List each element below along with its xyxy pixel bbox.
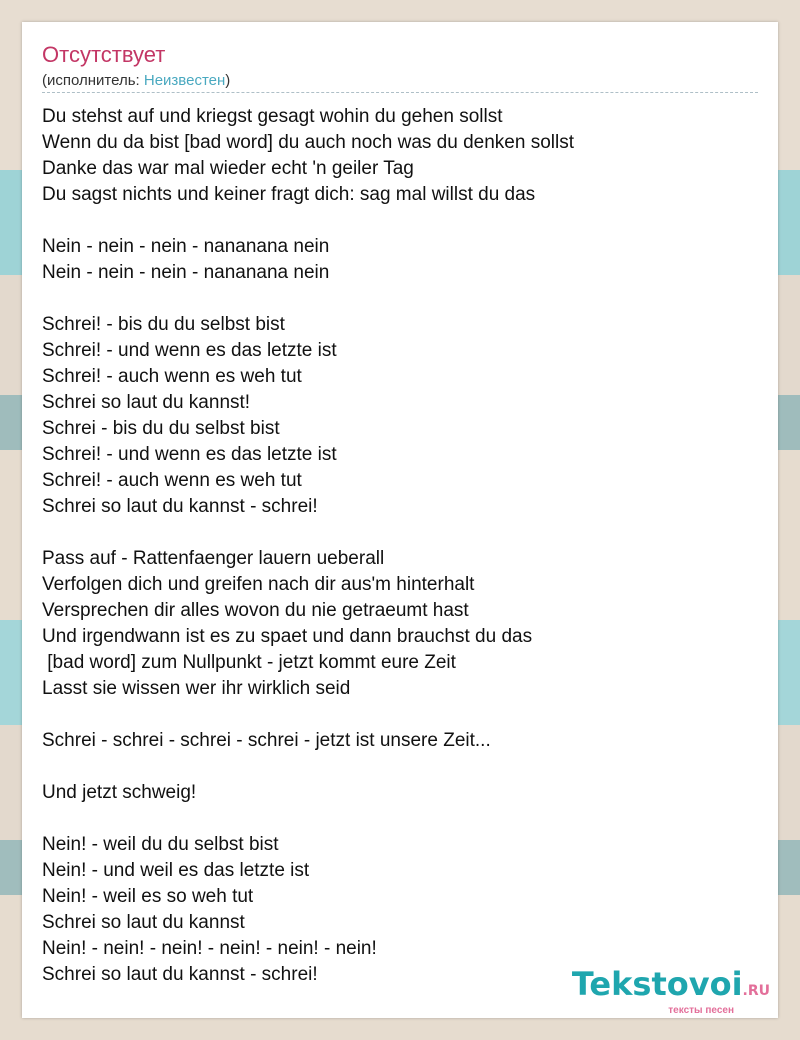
lyric-line: Danke das war mal wieder echt 'n geiler Tag bbox=[42, 158, 414, 179]
site-logo[interactable] bbox=[572, 966, 770, 1016]
lyric-line: Und irgendwann ist es zu spaet und dann brauchst du das bbox=[42, 626, 533, 647]
lyric-line: Nein! - und weil es das letzte ist bbox=[42, 860, 310, 881]
lyric-line: Schrei so laut du kannst! bbox=[42, 392, 251, 413]
logo-name: Tekstovoi bbox=[571, 965, 743, 1003]
song-title: Отсутствует bbox=[42, 42, 166, 67]
lyrics-stanza bbox=[42, 728, 742, 754]
header-divider bbox=[42, 92, 758, 93]
lyric-line: Schrei - schrei - schrei - schrei - jetzt ist unsere Zeit... bbox=[42, 730, 491, 751]
lyric-line: Schrei so laut du kannst - schrei! bbox=[42, 496, 318, 517]
lyric-line: Wenn du da bist [bad word] du auch noch was du denken sollst bbox=[42, 132, 574, 153]
lyric-line: Du stehst auf und kriegst gesagt wohin du gehen sollst bbox=[42, 106, 503, 127]
lyric-line: Versprechen dir alles wovon du nie getraeumt hast bbox=[42, 600, 469, 621]
lyric-line: Schrei! - und wenn es das letzte ist bbox=[42, 340, 337, 361]
logo-tagline: тексты песен bbox=[668, 1005, 734, 1016]
lyric-line: Schrei! - bis du du selbst bist bbox=[42, 314, 285, 335]
logo-tld: .RU bbox=[742, 983, 770, 999]
lyric-line: Schrei! - und wenn es das letzte ist bbox=[42, 444, 337, 465]
logo-wordmark bbox=[572, 966, 770, 1009]
lyric-line: Verfolgen dich und greifen nach dir aus'm hinterhalt bbox=[42, 574, 475, 595]
artist-line bbox=[42, 72, 230, 89]
lyric-line: Schrei! - auch wenn es weh tut bbox=[42, 470, 302, 491]
lyric-line: Nein - nein - nein - nananana nein bbox=[42, 236, 330, 257]
lyrics-card bbox=[22, 22, 778, 1018]
artist-suffix: ) bbox=[225, 72, 231, 89]
lyrics-stanza bbox=[42, 234, 742, 286]
lyrics-stanza bbox=[42, 780, 742, 806]
lyric-line: Du sagst nichts und keiner fragt dich: sag mal willst du das bbox=[42, 184, 536, 205]
lyric-line: Nein! - weil es so weh tut bbox=[42, 886, 254, 907]
lyric-line: Lasst sie wissen wer ihr wirklich seid bbox=[42, 678, 351, 699]
lyrics-stanza bbox=[42, 312, 742, 520]
lyric-line: Nein - nein - nein - nananana nein bbox=[42, 262, 330, 283]
lyrics-body bbox=[42, 104, 742, 1014]
lyric-line: Und jetzt schweig! bbox=[42, 782, 197, 803]
artist-link[interactable]: Неизвестен bbox=[143, 72, 226, 89]
artist-prefix: (исполнитель: bbox=[42, 72, 144, 89]
lyric-line: Schrei so laut du kannst bbox=[42, 912, 245, 933]
lyric-line: Schrei - bis du du selbst bist bbox=[42, 418, 280, 439]
lyrics-stanza bbox=[42, 104, 742, 208]
lyric-line: Nein! - nein! - nein! - nein! - nein! - nein! bbox=[42, 938, 377, 959]
lyric-line: Schrei so laut du kannst - schrei! bbox=[42, 964, 318, 985]
lyric-line: Nein! - weil du du selbst bist bbox=[42, 834, 279, 855]
lyric-line: Schrei! - auch wenn es weh tut bbox=[42, 366, 302, 387]
lyric-line: Pass auf - Rattenfaenger lauern ueberall bbox=[42, 548, 385, 569]
lyrics-stanza bbox=[42, 546, 742, 702]
lyric-line: [bad word] zum Nullpunkt - jetzt kommt eure Zeit bbox=[42, 652, 456, 673]
